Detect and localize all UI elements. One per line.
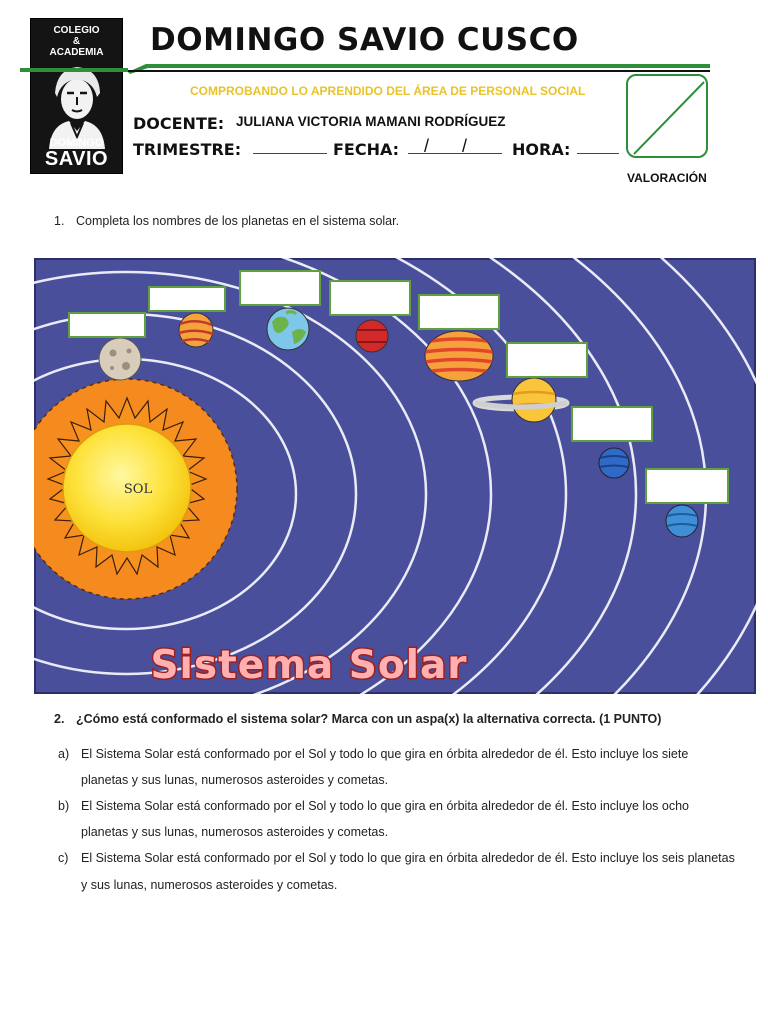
hora-field[interactable] [577,153,619,154]
neptune-icon [666,505,698,537]
sistema-solar-banner: Sistema Solar [150,643,468,688]
planet-answer-box-jupiter[interactable] [418,294,500,330]
question-1-number: 1. [54,214,65,228]
header-green-bars [20,62,720,76]
mercury-icon [99,338,141,380]
school-logo [30,18,123,174]
question-1-text: Completa los nombres de los planetas en el sistema solar. [76,214,400,228]
logo-bottom-text [31,137,122,169]
docente-name: JULIANA VICTORIA MAMANI RODRÍGUEZ [236,114,506,129]
planet-answer-box-venus[interactable] [148,286,226,312]
logo-line: ACADEMIA [49,47,104,58]
fecha-slashes: / / [424,136,482,156]
logo-line: & [72,36,81,47]
question-2-number: 2. [54,712,65,726]
question-2-text: ¿Cómo está conformado el sistema solar? Marca con un aspa(x) la alternativa correcta. (1 PUNTO) [76,712,662,726]
option-letter: c) [58,851,69,865]
earth-icon [267,308,309,350]
planet-answer-box-earth[interactable] [239,270,321,306]
option-line: planetas y sus lunas, numerosos asteroides y cometas. [81,773,389,787]
planet-answer-box-mars[interactable] [329,280,411,316]
logo-domingo: DOMINGO [49,137,104,149]
grade-diagonal [628,76,708,158]
planet-answer-box-mercury[interactable] [68,312,146,338]
hora-label: HORA: [512,140,571,159]
fecha-label: FECHA: [333,140,400,159]
trimestre-field[interactable] [253,153,327,154]
option-line: El Sistema Solar está conformado por el Sol y todo lo que gira en órbita alrededor de él. Esto incluye los siete [81,747,689,761]
school-name: DOMINGO SAVIO CUSCO [150,22,579,58]
valoracion-label: VALORACIÓN [627,171,707,185]
logo-savio: SAVIO [44,148,109,170]
solar-system-diagram [34,258,756,694]
trimestre-label: TRIMESTRE: [133,140,242,159]
option-letter: a) [58,747,70,761]
logo-top-text [31,25,122,58]
planet-answer-box-neptune[interactable] [645,468,729,504]
logo-line: COLEGIO [53,25,100,36]
option-line: El Sistema Solar está conformado por el Sol y todo lo que gira en órbita alrededor de él. Esto incluye los ocho [81,799,689,813]
option-line: planetas y sus lunas, numerosos asteroides y cometas. [81,825,389,839]
exam-subtitle: COMPROBANDO LO APRENDIDO DEL ÁREA DE PERSONAL SOCIAL [190,84,586,98]
option-letter: b) [58,799,70,813]
jupiter-icon [424,331,494,381]
planet-answer-box-saturn[interactable] [506,342,588,378]
docente-label: DOCENTE: [133,114,225,133]
option-line: El Sistema Solar está conformado por el Sol y todo lo que gira en órbita alrededor de él. Esto incluye los seis planetas [81,851,735,865]
grade-box[interactable] [626,74,708,158]
planet-answer-box-uranus[interactable] [571,406,653,442]
venus-icon [179,313,213,347]
sun-label: SOL [123,482,153,497]
uranus-icon [599,448,629,478]
option-line: y sus lunas, numerosos asteroides y cometas. [81,878,338,892]
